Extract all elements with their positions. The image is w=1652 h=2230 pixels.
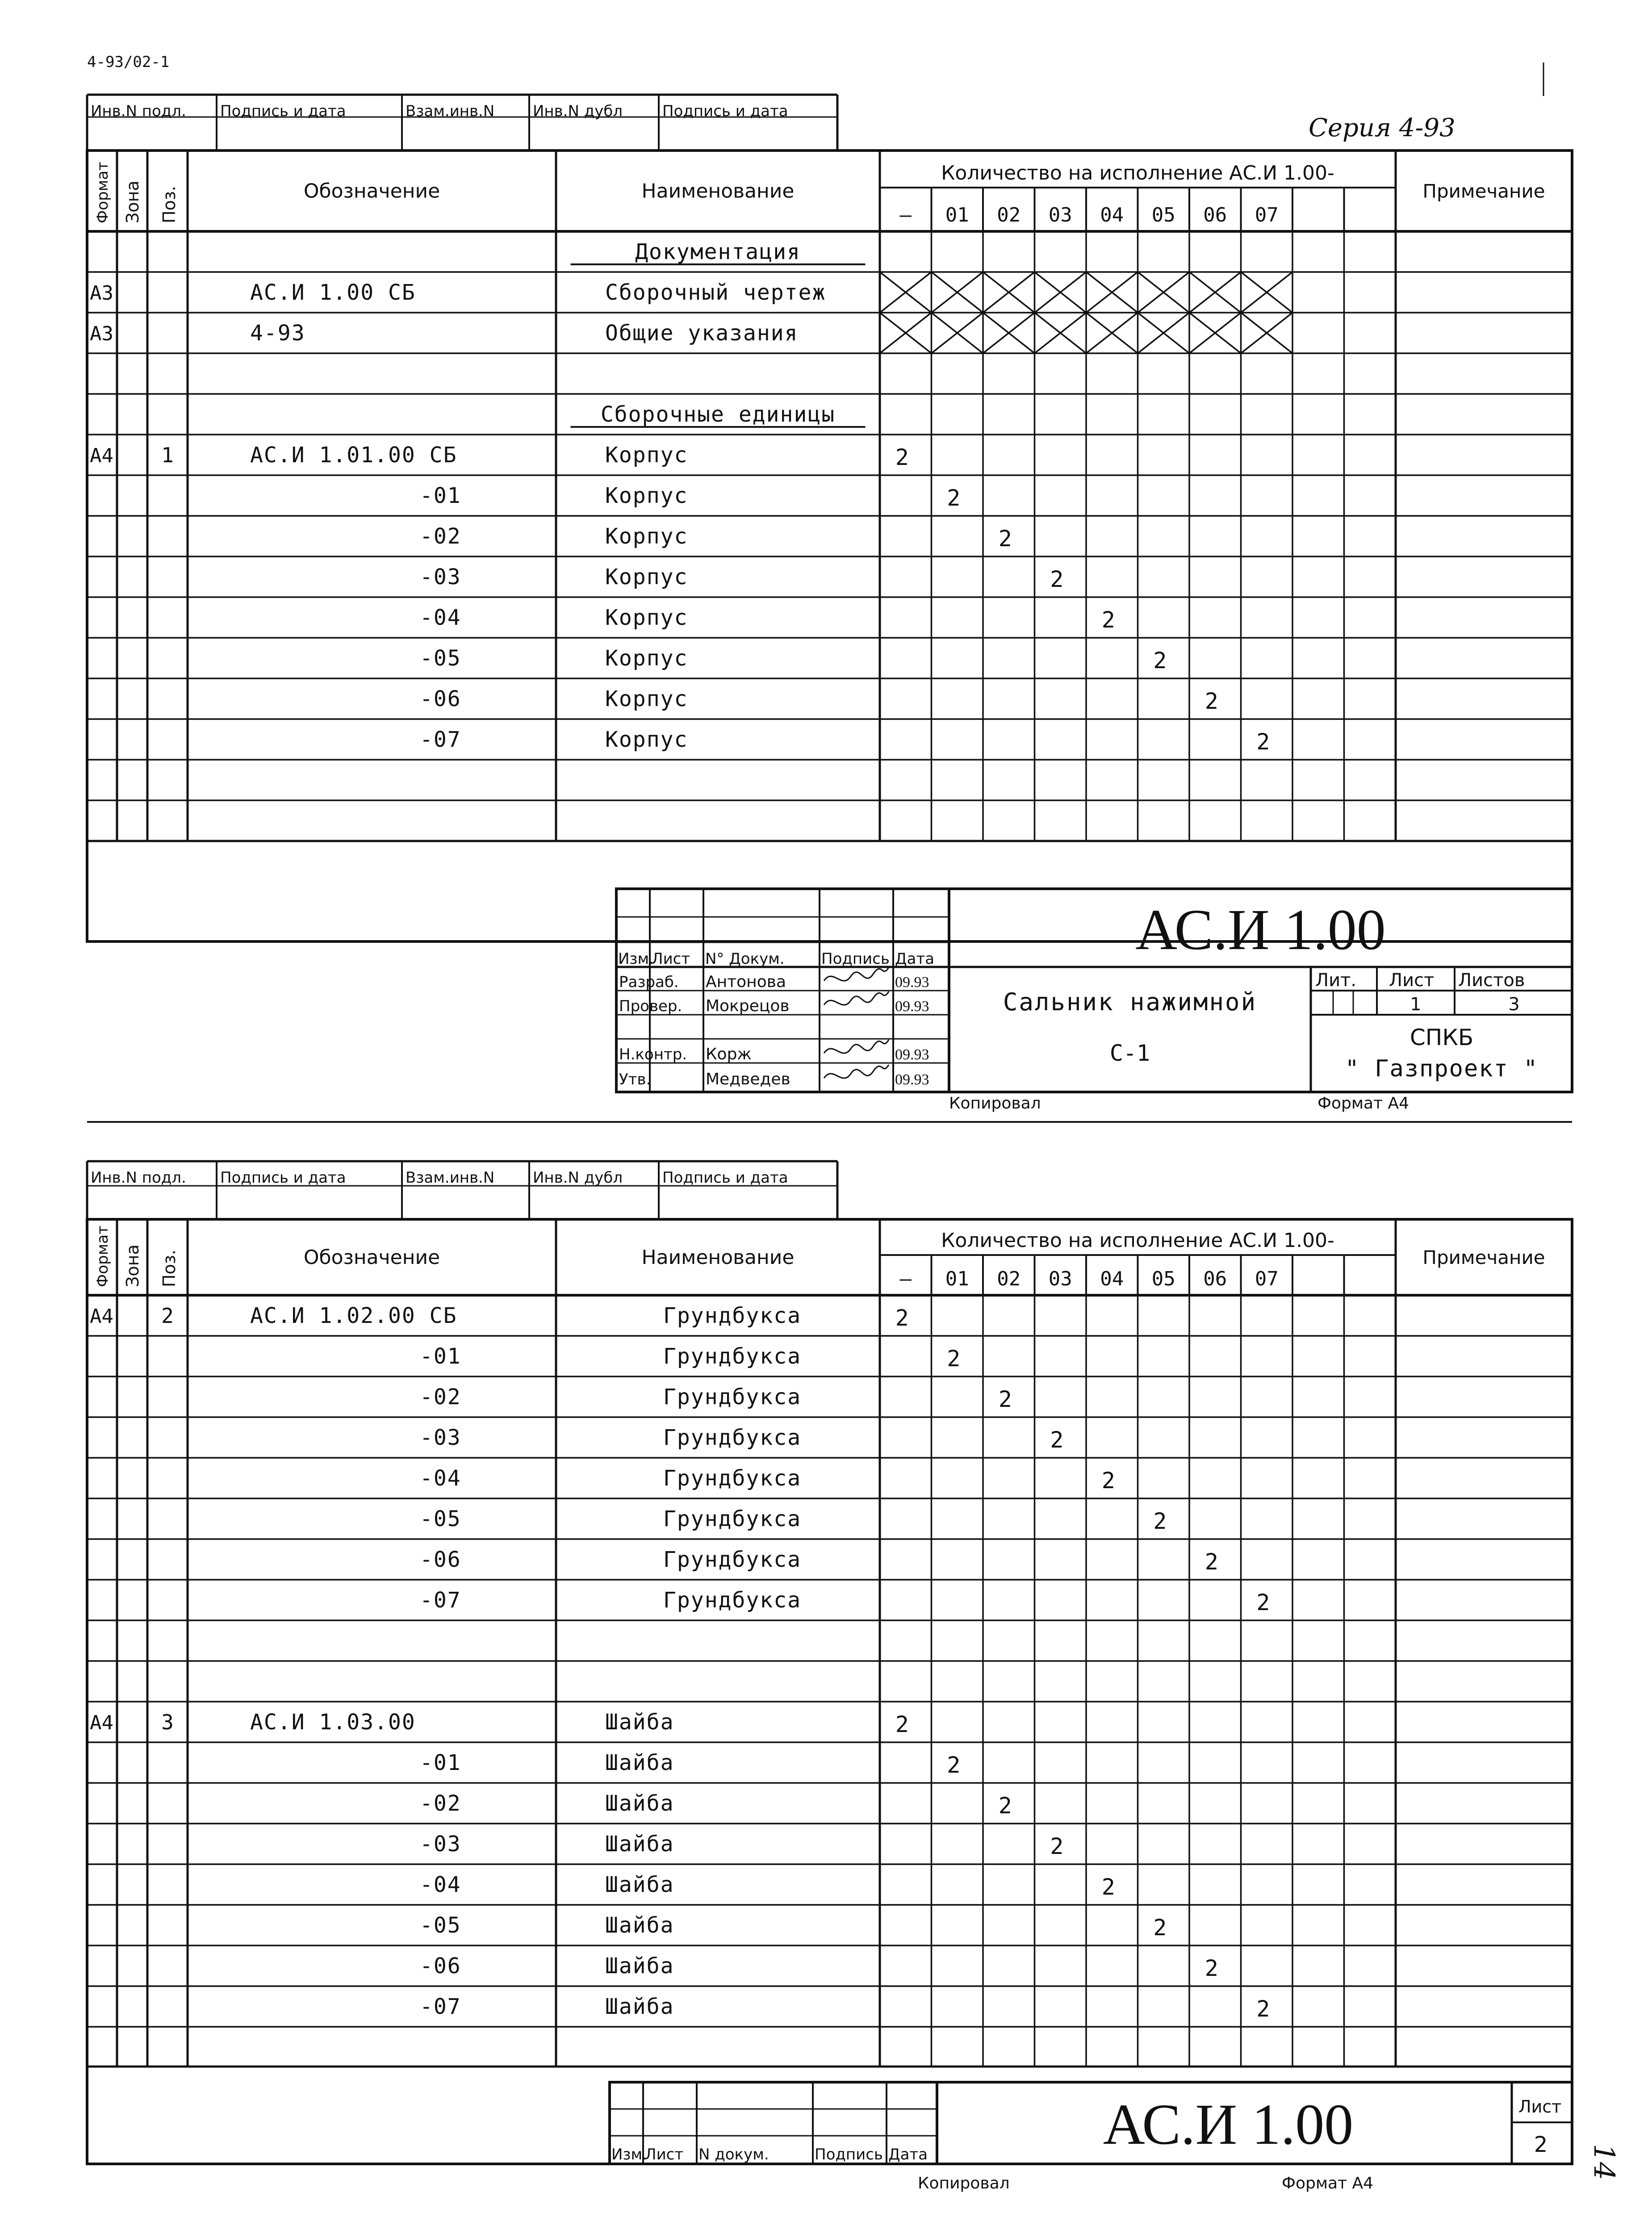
- cell-name: Шайба: [605, 1953, 674, 1979]
- cell-name: Корпус: [605, 442, 688, 468]
- cell-designation: АС.И 1.03.00: [250, 1709, 416, 1735]
- cell-quantity: 2: [1101, 607, 1115, 633]
- handwritten-page-number: 14: [1587, 2144, 1620, 2180]
- header-zone: Зона: [123, 1244, 142, 1287]
- stamp-header-4: Подпись и дата: [662, 1169, 788, 1187]
- cell-name: Шайба: [605, 1994, 674, 2019]
- tb-role: Провер.: [619, 997, 682, 1015]
- lit-label: Лит.: [1315, 970, 1357, 991]
- cell-designation: АС.И 1.02.00 СБ: [250, 1303, 457, 1328]
- lists-label: Листов: [1458, 970, 1525, 991]
- cell-name: Корпус: [605, 483, 688, 508]
- header-zone: Зона: [123, 180, 142, 223]
- list-value: 2: [1534, 2132, 1548, 2157]
- cell-name: Шайба: [605, 1750, 674, 1775]
- stamp-header-1: Подпись и дата: [220, 102, 346, 120]
- cell-designation: -01: [420, 1750, 461, 1775]
- header-pos: Поз.: [159, 1249, 179, 1287]
- tb2-col-label: Подпись: [815, 2146, 883, 2163]
- org-line1: СПКБ: [1409, 1025, 1474, 1050]
- cell-quantity: 2: [895, 1305, 909, 1331]
- header-qty-col-7: 07: [1255, 1268, 1279, 1290]
- cell-name: Корпус: [605, 523, 688, 549]
- list-label: Лист: [1389, 970, 1435, 991]
- stamp-header-3: Инв.N дубл: [533, 102, 623, 120]
- tb-person: Мокрецов: [706, 997, 790, 1015]
- header-qty-col-3: 03: [1048, 1268, 1072, 1290]
- cell-name: Шайба: [605, 1872, 674, 1897]
- header-qty-title: Количество на исполнение АС.И 1.00-: [941, 162, 1334, 184]
- cell-quantity: 2: [1153, 647, 1167, 674]
- stamp-header-2: Взам.инв.N: [406, 102, 495, 120]
- cell-quantity: 2: [1204, 688, 1218, 714]
- cell-designation: -04: [420, 605, 461, 630]
- format-label: Формат А4: [1317, 1094, 1409, 1113]
- header-qty-col-0: –: [899, 204, 912, 226]
- tb-role: Н.контр.: [619, 1046, 687, 1063]
- cell-designation: -03: [420, 1831, 461, 1857]
- header-name: Наименование: [641, 1246, 795, 1269]
- header-qty-title: Количество на исполнение АС.И 1.00-: [941, 1229, 1334, 1252]
- header-designation: Обозначение: [303, 1246, 440, 1269]
- tb-col-label: Подпись: [821, 950, 890, 968]
- cell-format: А3: [90, 281, 113, 305]
- cell-name: Грундбукса: [663, 1465, 801, 1491]
- cell-quantity: 2: [1050, 566, 1064, 592]
- header-qty-col-0: –: [899, 1268, 912, 1290]
- tb-date: 09.93: [895, 998, 929, 1015]
- cell-quantity: 2: [998, 1792, 1012, 1819]
- cell-quantity: 2: [1153, 1508, 1167, 1534]
- cell-designation: -06: [420, 1953, 461, 1979]
- cell-name: Сборочный чертеж: [605, 280, 826, 305]
- tb2-col-label: Изм.: [611, 2146, 647, 2163]
- tb2-col-label: N докум.: [698, 2146, 769, 2163]
- cell-name: Грундбукса: [663, 1343, 801, 1369]
- cell-designation: АС.И 1.00 СБ: [250, 280, 416, 305]
- series-label: Серия 4-93: [1309, 113, 1455, 142]
- header-qty-col-1: 01: [945, 1268, 969, 1290]
- list-label: Лист: [1518, 2097, 1562, 2117]
- cell-quantity: 2: [947, 1752, 961, 1778]
- cell-quantity: 2: [895, 444, 909, 470]
- header-qty-col-6: 06: [1203, 204, 1227, 226]
- tb-col-label: Лист: [652, 950, 690, 968]
- header-note: Примечание: [1422, 1247, 1545, 1268]
- header-qty-col-4: 04: [1100, 1268, 1124, 1290]
- cell-name: Грундбукса: [663, 1384, 801, 1410]
- cell-designation: -07: [420, 1587, 461, 1613]
- cell-quantity: 2: [947, 485, 961, 511]
- cell-name: Шайба: [605, 1831, 674, 1857]
- cell-quantity: 2: [947, 1345, 961, 1372]
- cell-quantity: 2: [1101, 1874, 1115, 1900]
- header-qty-col-4: 04: [1100, 204, 1124, 226]
- cell-name: Корпус: [605, 605, 688, 630]
- copied-label: Копировал: [918, 2174, 1010, 2192]
- header-qty-col-2: 02: [997, 1268, 1021, 1290]
- cell-position: 2: [161, 1303, 174, 1328]
- org-line2: " Газпроект ": [1345, 1055, 1539, 1082]
- cell-designation: -02: [420, 523, 461, 549]
- cell-name: Корпус: [605, 686, 688, 711]
- cell-designation: -03: [420, 1425, 461, 1450]
- cell-designation: -05: [420, 1506, 461, 1531]
- stamp-header-4: Подпись и дата: [662, 102, 788, 120]
- cell-designation: -07: [420, 727, 461, 752]
- cell-designation: 4-93: [250, 320, 305, 346]
- cell-quantity: 2: [1050, 1833, 1064, 1859]
- cell-name: Общие указания: [605, 320, 799, 346]
- cell-position: 1: [161, 443, 174, 467]
- cell-name: Шайба: [605, 1791, 674, 1816]
- product-sub: С-1: [1109, 1040, 1150, 1066]
- header-format: Формат: [94, 162, 112, 223]
- cell-name: Грундбукса: [663, 1547, 801, 1572]
- cell-designation: -02: [420, 1791, 461, 1816]
- tb2-col-label: Дата: [888, 2146, 928, 2163]
- lists-value: 3: [1508, 994, 1520, 1015]
- format-label: Формат А4: [1282, 2174, 1374, 2192]
- cell-quantity: 2: [1153, 1914, 1167, 1941]
- doc-code: АС.И 1.00: [1135, 898, 1386, 962]
- cell-quantity: 2: [1050, 1427, 1064, 1453]
- cell-designation: -01: [420, 1343, 461, 1369]
- tb2-col-label: Лист: [645, 2146, 684, 2163]
- cell-quantity: 2: [1256, 728, 1270, 755]
- signature: [824, 1065, 889, 1078]
- stamp-header-0: Инв.N подл.: [91, 1169, 186, 1187]
- stamp-header-3: Инв.N дубл: [533, 1169, 623, 1187]
- header-qty-col-2: 02: [997, 204, 1021, 226]
- signature: [824, 967, 889, 981]
- cell-name: Шайба: [605, 1709, 674, 1735]
- cell-name: Грундбукса: [663, 1425, 801, 1450]
- cell-quantity: 2: [1204, 1548, 1218, 1575]
- cell-quantity: 2: [895, 1711, 909, 1737]
- margin-ref: 4-93/02-1: [87, 53, 170, 71]
- cell-quantity: 2: [1256, 1996, 1270, 2022]
- cell-designation: АС.И 1.01.00 СБ: [250, 442, 457, 468]
- cell-quantity: 2: [1204, 1955, 1218, 1981]
- cell-designation: -05: [420, 645, 461, 671]
- cell-designation: -07: [420, 1994, 461, 2019]
- cell-name: Грундбукса: [663, 1506, 801, 1531]
- tb-role: Разраб.: [619, 973, 679, 991]
- tb-role: Утв.: [619, 1071, 651, 1088]
- header-note: Примечание: [1422, 180, 1545, 202]
- cell-designation: -06: [420, 686, 461, 711]
- header-qty-col-3: 03: [1048, 204, 1072, 226]
- cell-designation: -05: [420, 1912, 461, 1938]
- cell-designation: -02: [420, 1384, 461, 1410]
- tb-date: 09.93: [895, 974, 929, 991]
- tb-col-label: Дата: [895, 950, 935, 968]
- tb-person: Медведев: [706, 1070, 790, 1088]
- cell-quantity: 2: [1101, 1467, 1115, 1494]
- cell-designation: -04: [420, 1465, 461, 1491]
- cell-quantity: 2: [1256, 1589, 1270, 1615]
- header-qty-col-6: 06: [1203, 1268, 1227, 1290]
- cell-quantity: 2: [998, 525, 1012, 552]
- list-value: 1: [1410, 994, 1422, 1015]
- cell-name: Грундбукса: [663, 1303, 801, 1328]
- cell-quantity: 2: [998, 1386, 1012, 1412]
- header-pos: Поз.: [159, 185, 179, 223]
- stamp-header-1: Подпись и дата: [220, 1169, 346, 1187]
- tb-date: 09.93: [895, 1071, 929, 1088]
- cell-format: А4: [90, 444, 113, 467]
- sheet1-frame: [87, 151, 1572, 941]
- section-heading: Документация: [635, 239, 801, 264]
- header-format: Формат: [94, 1226, 112, 1287]
- tb-col-label: Изм.: [618, 950, 654, 968]
- signature: [824, 1040, 889, 1053]
- cell-position: 3: [161, 1710, 174, 1734]
- doc-code: АС.И 1.00: [1103, 2092, 1354, 2157]
- header-name: Наименование: [641, 180, 795, 203]
- cell-designation: -06: [420, 1547, 461, 1572]
- sheet2-frame: [87, 1219, 1572, 2164]
- cell-designation: -01: [420, 483, 461, 508]
- cell-format: А3: [90, 322, 113, 345]
- copied-label: Копировал: [949, 1094, 1041, 1113]
- tb-person: Антонова: [706, 973, 786, 991]
- cell-name: Грундбукса: [663, 1587, 801, 1613]
- stamp-header-0: Инв.N подл.: [91, 102, 186, 120]
- cell-format: А4: [90, 1305, 113, 1328]
- tb-col-label: N° Докум.: [705, 950, 785, 968]
- section-heading: Сборочные единицы: [600, 402, 836, 427]
- cell-name: Шайба: [605, 1912, 674, 1938]
- product-name: Сальник нажимной: [1003, 988, 1257, 1016]
- tb-date: 09.93: [895, 1046, 929, 1063]
- cell-format: А4: [90, 1711, 113, 1734]
- tb-person: Корж: [706, 1045, 752, 1063]
- header-qty-col-7: 07: [1255, 204, 1279, 226]
- cell-designation: -04: [420, 1872, 461, 1897]
- cell-name: Корпус: [605, 727, 688, 752]
- cell-name: Корпус: [605, 564, 688, 590]
- header-qty-col-5: 05: [1151, 204, 1175, 226]
- header-qty-col-5: 05: [1151, 1268, 1175, 1290]
- stamp-header-2: Взам.инв.N: [406, 1169, 495, 1187]
- cell-designation: -03: [420, 564, 461, 590]
- header-qty-col-1: 01: [945, 204, 969, 226]
- header-designation: Обозначение: [303, 180, 440, 203]
- signature: [824, 992, 889, 1005]
- cell-name: Корпус: [605, 645, 688, 671]
